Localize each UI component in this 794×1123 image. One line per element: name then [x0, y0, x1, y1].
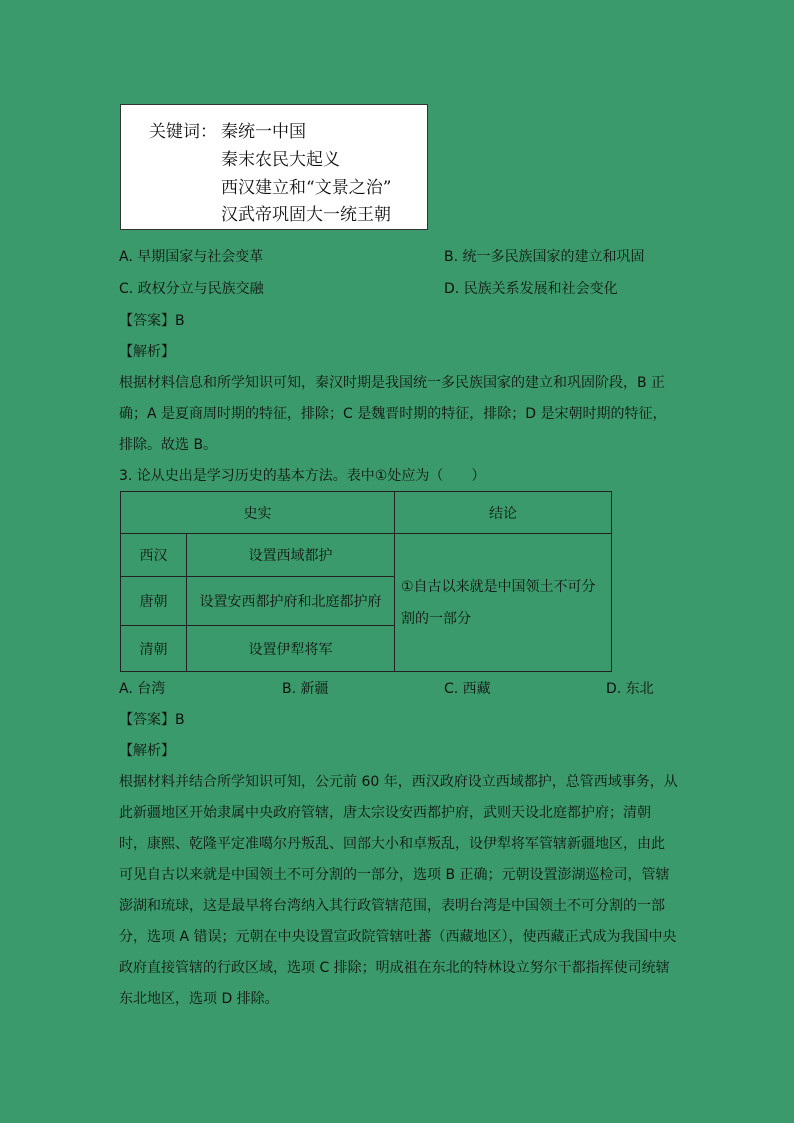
q2-analysis-line: 排除。故选 B。 [119, 437, 218, 453]
q3-analysis-line: 可见自古以来就是中国领土不可分割的一部分，选项 B 正确；元朝设置澎湖巡检司，管辖 [119, 867, 670, 883]
q3-analysis-line: 澎湖和琉球，这是最早将台湾纳入其行政管辖范围，表明台湾是中国领土不可分割的一部 [119, 898, 665, 914]
q3-analysis-line: 时，康熙、乾隆平定准噶尔丹叛乱、回部大小和卓叛乱，设伊犁将军管辖新疆地区，由此 [119, 836, 665, 852]
keyword-image [120, 104, 428, 230]
row-dynasty: 西汉 [121, 534, 187, 577]
q3-analysis-line: 根据材料并结合所学知识可知，公元前 60 年，西汉政府设立西域都护，总管西域事务，从 [119, 774, 678, 790]
q2-analysis-title: 【解析】 [119, 344, 175, 360]
q3-analysis-title: 【解析】 [119, 743, 175, 759]
keyword-item: 汉武帝巩固大一统王朝 [221, 205, 391, 225]
keyword-item: 秦末农民大起义 [221, 150, 340, 170]
q3-analysis-line: 分，选项 A 错误；元朝在中央设置宣政院管辖吐蕃（西藏地区），使西藏正式成为我国中央 [119, 929, 677, 945]
q3-analysis-line: 东北地区，选项 D 排除。 [119, 991, 279, 1007]
row-fact: 设置安西都护府和北庭都护府 [187, 577, 395, 626]
keyword-item: 秦统一中国 [221, 122, 306, 142]
q3-analysis-line: 此新疆地区开始隶属中央政府管辖，唐太宗设安西都护府，武则天设北庭都护府；清朝 [119, 805, 651, 821]
header-conclusion: 结论 [395, 492, 612, 534]
row-fact: 设置西域都护 [187, 534, 395, 577]
q2-option-c: C. 政权分立与民族交融 [119, 281, 264, 297]
q2-option-b: B. 统一多民族国家的建立和巩固 [444, 249, 645, 265]
q3-stem: 3. 论从史出是学习历史的基本方法。表中①处应为（ ） [119, 468, 486, 484]
header-facts: 史实 [121, 492, 395, 534]
q2-analysis-line: 根据材料信息和所学知识可知，秦汉时期是我国统一多民族国家的建立和巩固阶段，B 正 [119, 375, 666, 391]
q2-option-d: D. 民族关系发展和社会变化 [444, 281, 618, 297]
q3-option-a: A. 台湾 [119, 681, 166, 697]
row-fact: 设置伊犁将军 [187, 626, 395, 672]
q2-analysis-line: 确；A 是夏商周时期的特征，排除；C 是魏晋时期的特征，排除；D 是宋朝时期的特征， [119, 406, 667, 422]
row-dynasty: 唐朝 [121, 577, 187, 626]
keyword-item: 西汉建立和“文景之治” [221, 178, 392, 198]
q3-answer: 【答案】B [119, 712, 185, 728]
conclusion-cell: ①自古以来就是中国领土不可分割的一部分 [395, 534, 612, 672]
q3-option-b: B. 新疆 [282, 681, 329, 697]
row-dynasty: 清朝 [121, 626, 187, 672]
history-table [120, 491, 612, 672]
q2-answer: 【答案】B [119, 313, 185, 329]
keyword-label: 关键词： [149, 122, 217, 142]
q2-option-a: A. 早期国家与社会变革 [119, 249, 264, 265]
q3-option-d: D. 东北 [606, 681, 654, 697]
q3-analysis-line: 政府直接管辖的行政区域，选项 C 排除；明成祖在东北的特林设立努尔干都指挥使司统辖 [119, 960, 670, 976]
q3-option-c: C. 西藏 [444, 681, 491, 697]
